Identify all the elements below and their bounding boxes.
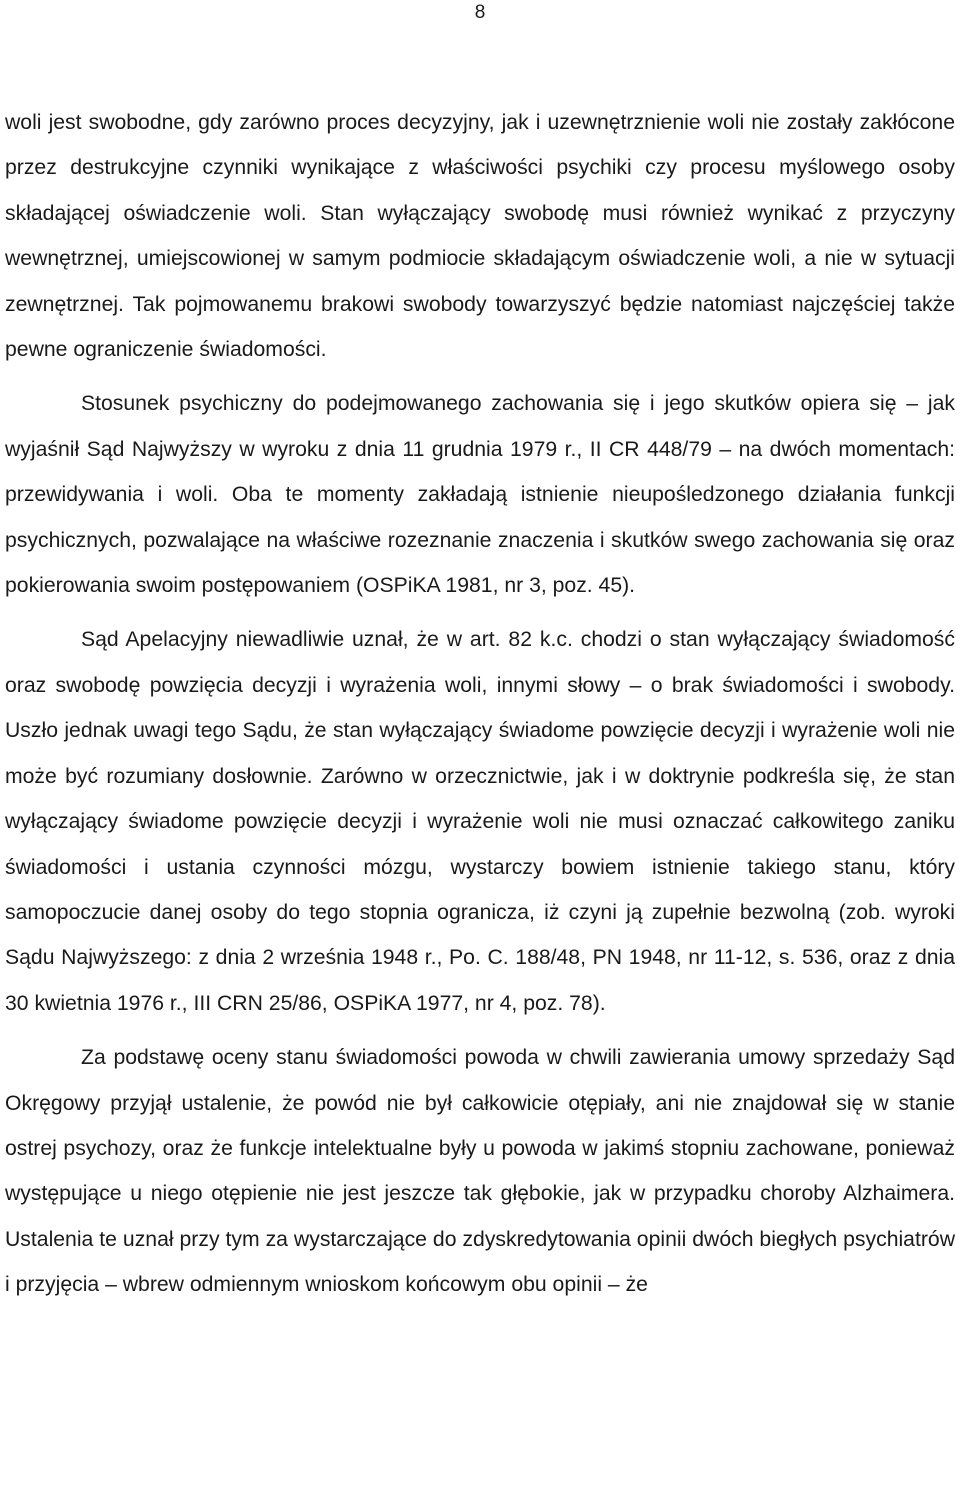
page-number: 8: [474, 2, 486, 23]
paragraph-2: Stosunek psychiczny do podejmowanego zachowania się i jego skutków opiera się – jak wyjaśnił Sąd Najwyższy w wyroku z dnia 11 grudnia 1979 r., II CR 448/79 – na dwóch momentach: przewidywania i woli. Oba te momenty zakładają istnienie nieupośledzonego działania funkcji psychicznych, pozwalające na właściwe rozeznanie znaczenia i skutków swego zachowania się oraz pokierowania swoim postępowaniem (OSPiKA 1981, nr 3, poz. 45).: [5, 392, 955, 598]
paragraph-3: Sąd Apelacyjny niewadliwie uznał, że w art. 82 k.c. chodzi o stan wyłączający świadomość oraz swobodę powzięcia decyzji i wyrażenia woli, innymi słowy – o brak świadomości i swobody. Uszło jednak uwagi tego Sądu, że stan wyłączający świadome powzięcie decyzji i wyrażenie woli nie może być rozumiany dosłownie. Zarówno w orzecznictwie, jak i w doktrynie podkreśla się, że stan wyłączający świadome powzięcie decyzji i wyrażenie woli nie musi oznaczać całkowitego zaniku świadomości i ustania czynności mózgu, wystarczy bowiem istnienie takiego stanu, który samopoczucie danej osoby do tego stopnia ogranicza, iż czyni ją zupełnie bezwolną (zob. wyroki Sądu Najwyższego: z dnia 2 września 1948 r., Po. C. 188/48, PN 1948, nr 11-12, s. 536, oraz z dnia 30 kwietnia 1976 r., III CRN 25/86, OSPiKA 1977, nr 4, poz. 78).: [5, 628, 955, 1015]
paragraph-1: woli jest swobodne, gdy zarówno proces decyzyjny, jak i uzewnętrznienie woli nie zostały zakłócone przez destrukcyjne czynniki wynikające z właściwości psychiki czy procesu myślowego osoby składającej oświadczenie woli. Stan wyłączający swobodę musi również wynikać z przyczyny wewnętrznej, umiejscowionej w samym podmiocie składającym oświadczenie woli, a nie w sytuacji zewnętrznej. Tak pojmowanemu brakowi swobody towarzyszyć będzie natomiast najczęściej także pewne ograniczenie świadomości.: [5, 111, 955, 362]
paragraph-4: Za podstawę oceny stanu świadomości powoda w chwili zawierania umowy sprzedaży Sąd Okręgowy przyjął ustalenie, że powód nie był całkowicie otępiały, ani nie znajdował się w stanie ostrej psychozy, oraz że funkcje intelektualne były u powoda w jakimś stopniu zachowane, ponieważ występujące u niego otępienie nie jest jeszcze tak głębokie, jak w przypadku choroby Alzhaimera. Ustalenia te uznał przy tym za wystarczające do zdyskredytowania opinii dwóch biegłych psychiatrów i przyjęcia – wbrew odmiennym wnioskom końcowym obu opinii – że: [5, 1046, 955, 1297]
document-body: [5, 100, 955, 1308]
